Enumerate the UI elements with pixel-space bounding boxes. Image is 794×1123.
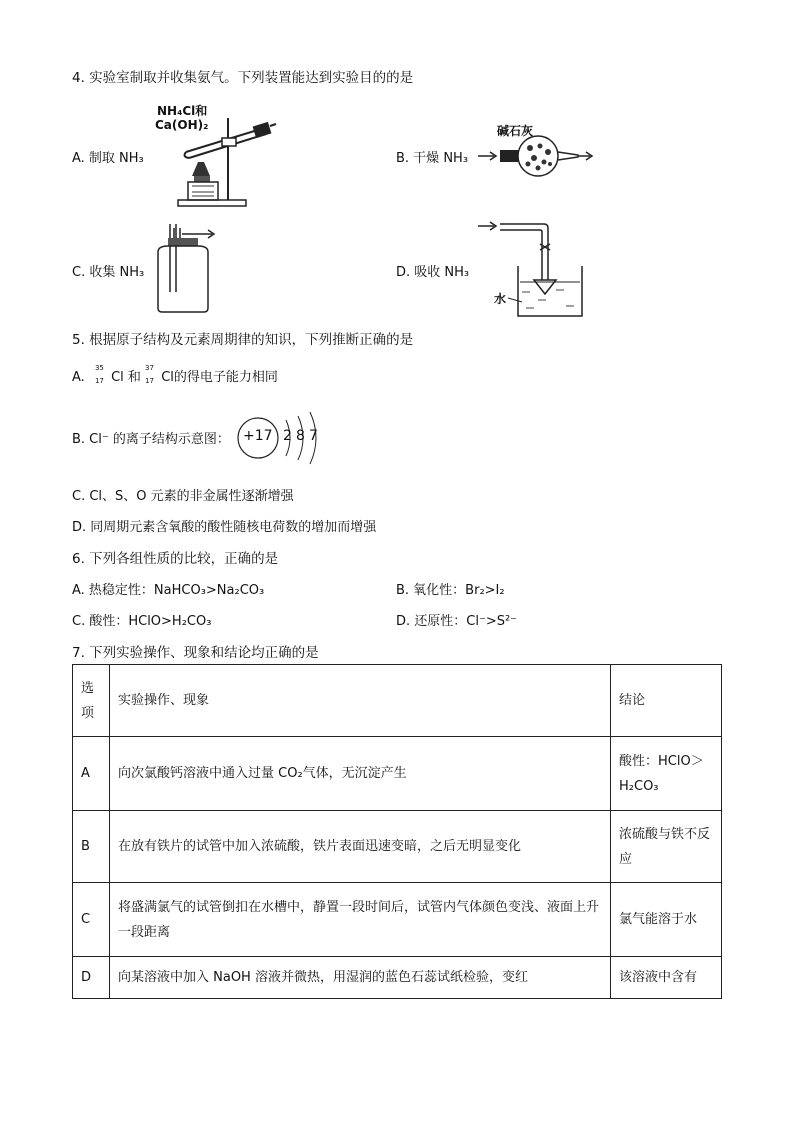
row-conclusion: 酸性：HClO＞H₂CO₃ — [611, 737, 722, 811]
table-header-row — [73, 665, 722, 737]
header-operation: 实验操作、现象 — [110, 665, 611, 737]
q4-option-b: B. 干燥 NH₃ — [396, 151, 469, 166]
reagent-label-1: NH₄Cl和 — [157, 104, 208, 118]
row-option: C — [73, 883, 110, 957]
shell-2-electrons: 8 — [296, 428, 305, 444]
q5-option-d: D. 同周期元素含氧酸的酸性随核电荷数的增加而增强 — [72, 520, 377, 535]
q6-option-a: A. 热稳定性：NaHCO₃>Na₂CO₃ — [72, 583, 265, 598]
question-6-stem: 6. 下列各组性质的比较，正确的是 — [72, 551, 279, 567]
question-7-stem: 7. 下列实验操作、现象和结论均正确的是 — [72, 645, 319, 661]
experiment-table — [72, 664, 722, 999]
absorption-beaker-diagram — [478, 220, 568, 320]
q6-option-d: D. 还原性：Cl⁻>S²⁻ — [396, 614, 518, 629]
q6-option-c: C. 酸性：HClO>H₂CO₃ — [72, 614, 212, 629]
drying-tube-diagram — [478, 140, 598, 180]
collection-bottle-diagram — [152, 222, 222, 314]
question-4-stem: 4. 实验室制取并收集氨气。下列装置能达到实验目的的是 — [72, 70, 414, 86]
heating-apparatus-diagram — [176, 110, 276, 210]
row-option: B — [73, 811, 110, 883]
q6-option-b: B. 氧化性：Br₂>I₂ — [396, 583, 505, 598]
q4-option-d: D. 吸收 NH₃ — [396, 265, 470, 280]
nucleus-charge: +17 — [243, 428, 273, 444]
row-option: D — [73, 957, 110, 999]
table-row — [73, 957, 722, 999]
q5-option-a: A. 35 17 Cl 和 37 17 Cl的得电子能力相同 — [72, 363, 278, 385]
desiccant-label: 碱石灰 — [497, 124, 534, 138]
table-row — [73, 811, 722, 883]
header-conclusion: 结论 — [611, 665, 722, 737]
q4-option-c: C. 收集 NH₃ — [72, 265, 145, 280]
shell-1-electrons: 2 — [283, 428, 292, 444]
table-row — [73, 737, 722, 811]
reagent-label-2: Ca(OH)₂ — [155, 118, 209, 132]
row-operation: 向次氯酸钙溶液中通入过量 CO₂气体，无沉淀产生 — [110, 737, 611, 811]
row-operation: 在放有铁片的试管中加入浓硫酸，铁片表面迅速变暗，之后无明显变化 — [110, 811, 611, 883]
question-5-stem: 5. 根据原子结构及元素周期律的知识，下列推断正确的是 — [72, 332, 414, 348]
row-option: A — [73, 737, 110, 811]
water-label: 水 — [494, 292, 507, 306]
q5-option-c: C. Cl、S、O 元素的非金属性逐渐增强 — [72, 489, 294, 504]
table-row — [73, 883, 722, 957]
header-option: 选 项 — [73, 665, 110, 737]
row-conclusion: 该溶液中含有 — [611, 957, 722, 999]
row-conclusion: 浓硫酸与铁不反应 — [611, 811, 722, 883]
row-operation: 将盛满氯气的试管倒扣在水槽中，静置一段时间后，试管内气体颜色变浅、液面上升一段距离 — [110, 883, 611, 957]
shell-3-electrons: 7 — [309, 428, 318, 444]
row-operation: 向某溶液中加入 NaOH 溶液并微热，用湿润的蓝色石蕊试纸检验，变红 — [110, 957, 611, 999]
q5-option-b: B. Cl⁻ 的离子结构示意图： — [72, 432, 230, 447]
q4-option-a: A. 制取 NH₃ — [72, 151, 144, 166]
row-conclusion: 氯气能溶于水 — [611, 883, 722, 957]
